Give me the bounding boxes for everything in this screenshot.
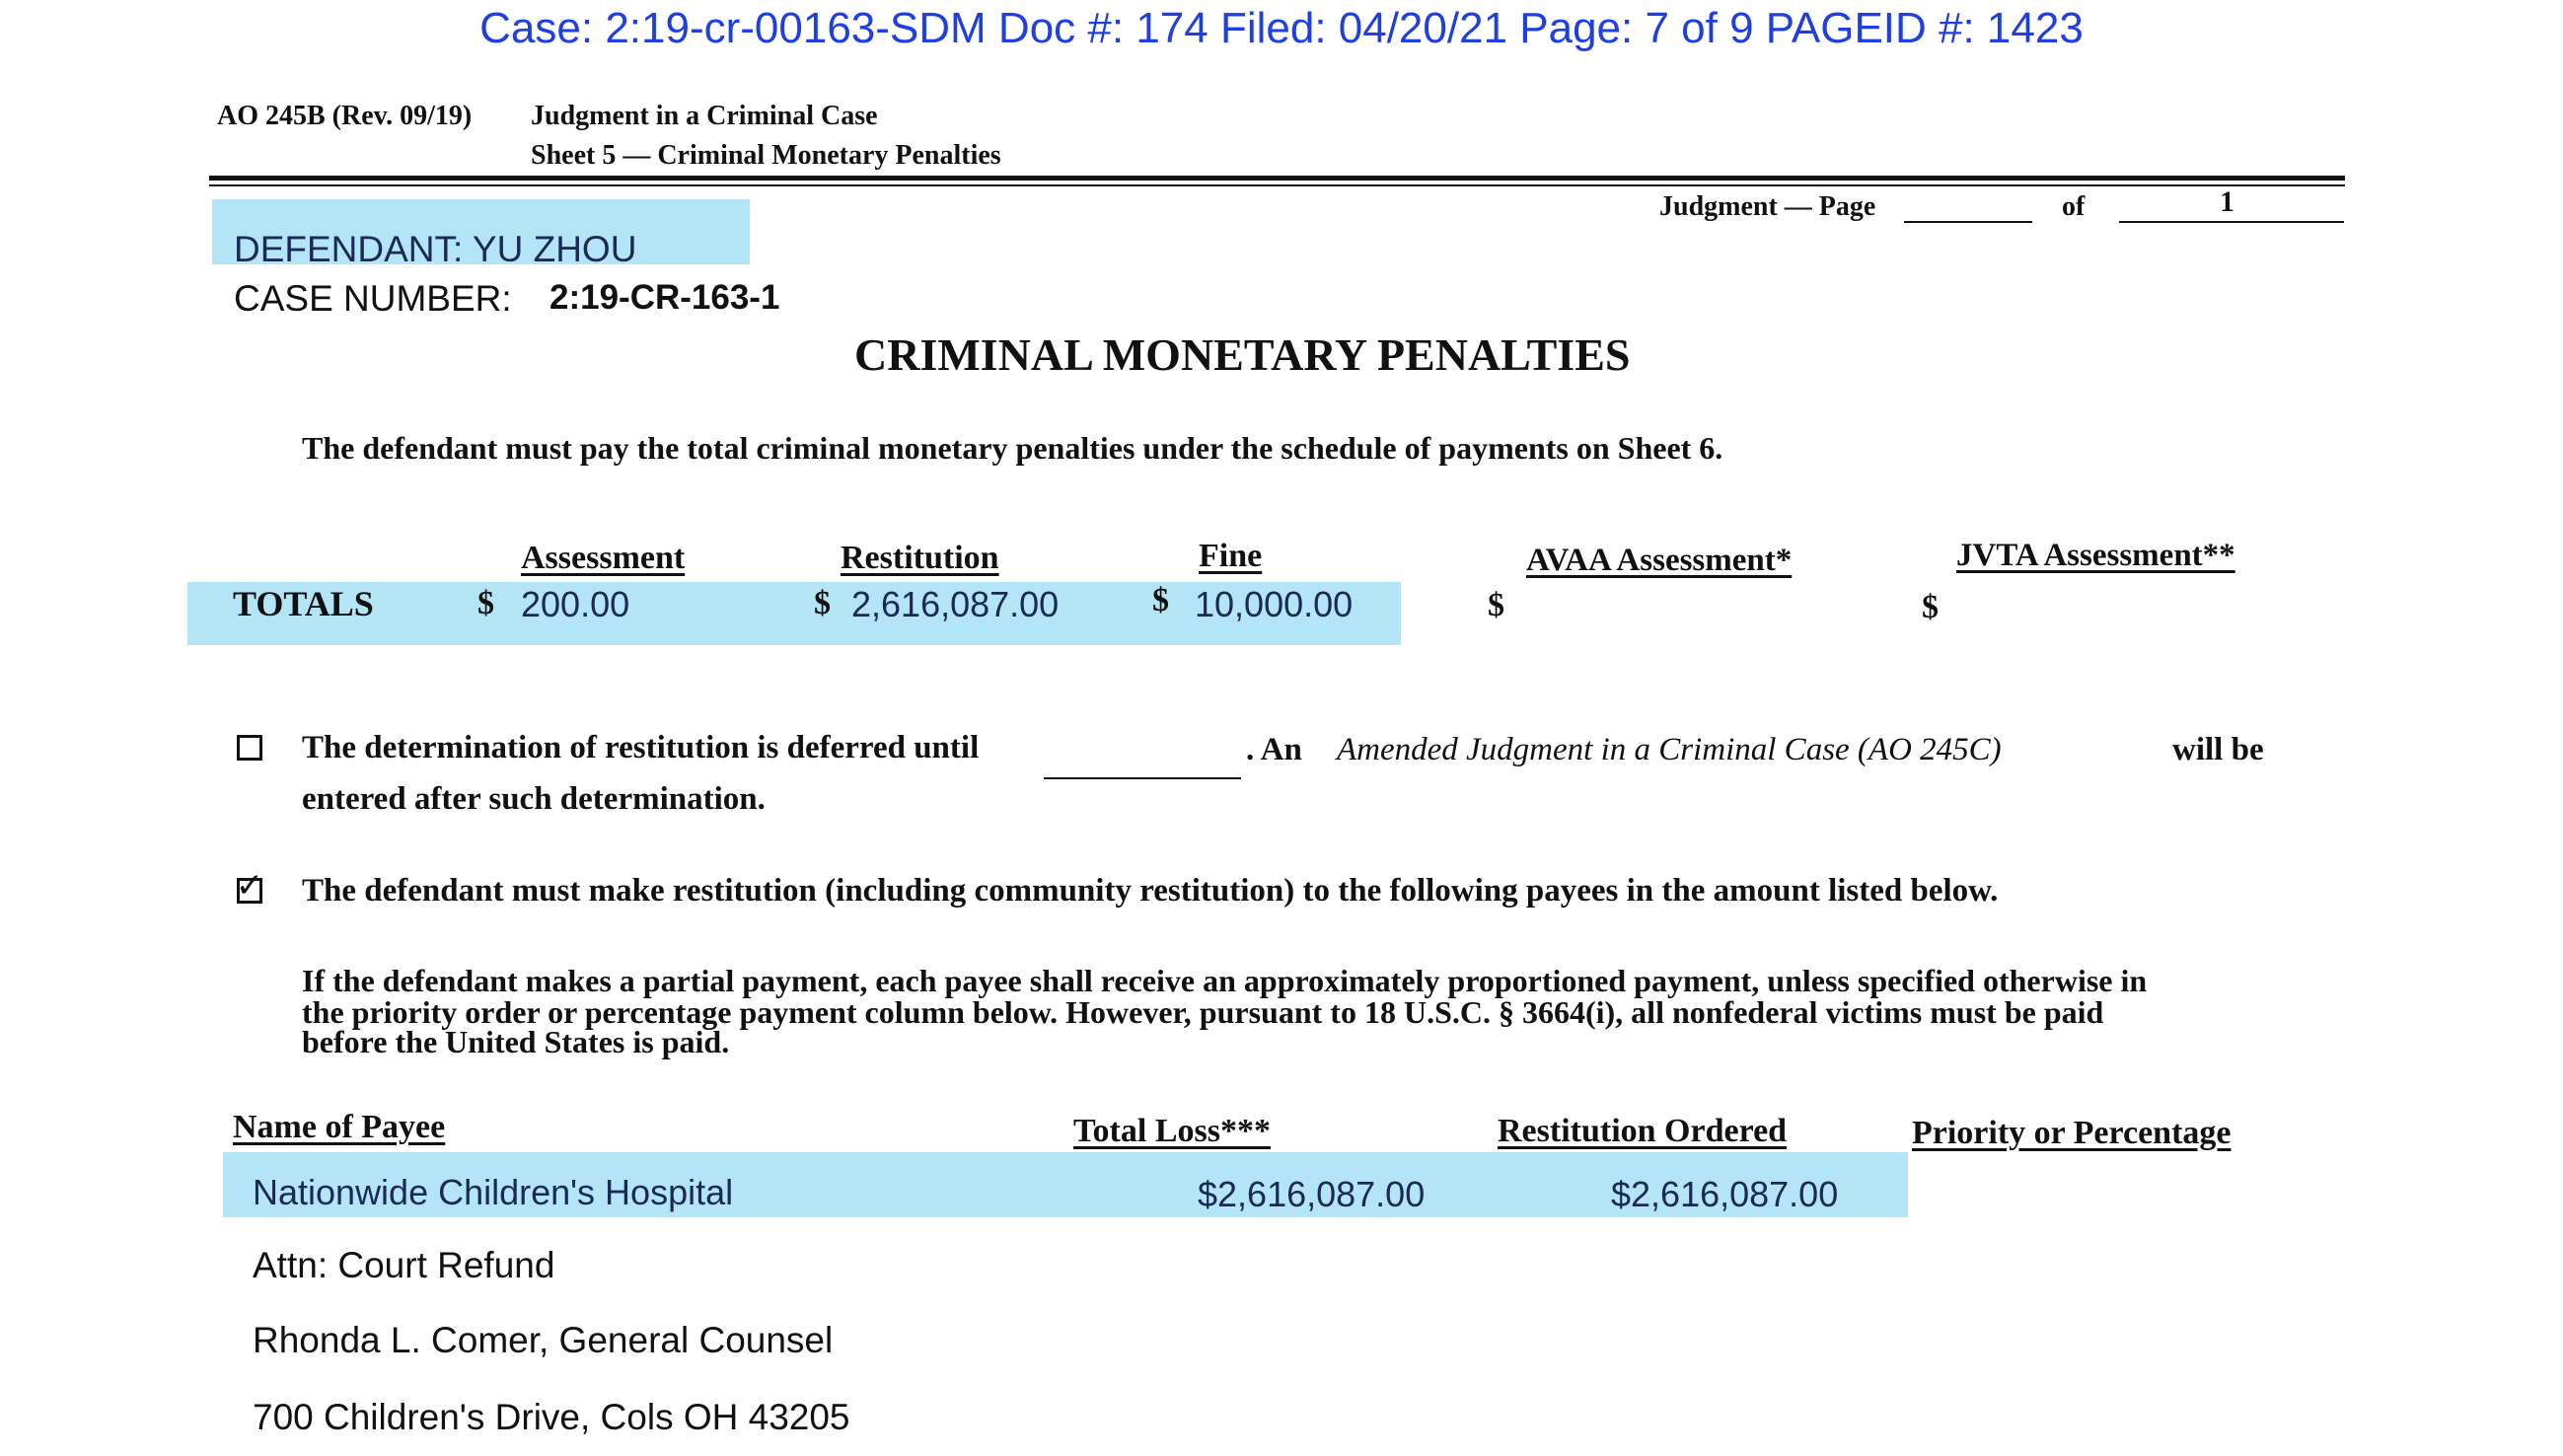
- form-id: AO 245B (Rev. 09/19): [217, 101, 473, 131]
- restitution-header: Restitution: [841, 540, 999, 576]
- restitution-value: 2,616,087.00: [851, 584, 1060, 624]
- sheet-title: Sheet 5 — Criminal Monetary Penalties: [531, 140, 1001, 171]
- restitution-checkmark-icon: ✓: [235, 866, 264, 906]
- partial-payment-line-2: the priority order or percentage payment column below. However, pursuant to 18 U.S.C. § 3664(i), all nonfederal victims must be paid: [302, 994, 2104, 1030]
- header-rule-thin: [209, 184, 2345, 186]
- case-number: 2:19-CR-163-1: [549, 278, 780, 317]
- table-row-total-loss: $2,616,087.00: [1198, 1174, 1426, 1214]
- deferral-text-suffix: will be: [2172, 732, 2264, 767]
- priority-header: Priority or Percentage: [1912, 1115, 2232, 1151]
- jvta-currency: $: [1922, 589, 1939, 625]
- restitution-ordered-header: Restitution Ordered: [1498, 1113, 1788, 1149]
- payee-address-line-3: 700 Children's Drive, Cols OH 43205: [253, 1397, 850, 1437]
- table-row-restitution: $2,616,087.00: [1611, 1174, 1839, 1214]
- page-number-blank: [1904, 221, 2032, 223]
- page-total-blank: [2119, 221, 2344, 223]
- judgment-page-label: Judgment — Page: [1659, 191, 1876, 222]
- deferral-date-blank: [1044, 777, 1241, 779]
- payee-name-header: Name of Payee: [233, 1109, 446, 1145]
- partial-payment-line-1: If the defendant makes a partial payment, each payee shall receive an approximately proportioned payment, unless specified otherwise in: [302, 963, 2148, 998]
- deferral-checkbox[interactable]: [237, 735, 262, 761]
- fine-header: Fine: [1199, 538, 1263, 574]
- page-of-label: of: [2062, 191, 2086, 222]
- filing-stamp: Case: 2:19-cr-00163-SDM Doc #: 174 Filed: 04/20/21 Page: 7 of 9 PAGEID #: 1423: [479, 4, 2084, 52]
- jvta-header: JVTA Assessment**: [1956, 538, 2235, 573]
- intro-text: The defendant must pay the total criminal monetary penalties under the schedule of payments on Sheet 6.: [302, 430, 1723, 466]
- assessment-header: Assessment: [521, 540, 686, 576]
- deferral-text-line2: entered after such determination.: [302, 781, 766, 817]
- restitution-checkbox[interactable]: [235, 866, 264, 906]
- avaa-currency: $: [1488, 587, 1504, 623]
- page-title: CRIMINAL MONETARY PENALTIES: [854, 329, 1631, 380]
- table-row-payee-name: Nationwide Children's Hospital: [253, 1172, 734, 1212]
- restitution-currency: $: [814, 585, 831, 621]
- assessment-currency: $: [477, 585, 494, 621]
- totals-label: TOTALS: [233, 584, 374, 623]
- header-rule-thick: [209, 176, 2345, 181]
- fine-value: 10,000.00: [1195, 584, 1354, 624]
- payee-address-line-2: Rhonda L. Comer, General Counsel: [253, 1320, 834, 1360]
- total-loss-header: Total Loss***: [1073, 1113, 1271, 1149]
- restitution-order-text: The defendant must make restitution (including community restitution) to the following payees in the amount listed below.: [302, 873, 1999, 909]
- partial-payment-line-3: before the United States is paid.: [302, 1024, 730, 1059]
- page-total: 1: [2220, 185, 2234, 218]
- assessment-value: 200.00: [521, 584, 630, 624]
- avaa-header: AVAA Assessment*: [1526, 543, 1793, 578]
- fine-currency: $: [1152, 582, 1169, 619]
- deferral-text-after: . An: [1246, 732, 1302, 767]
- deferral-text: The determination of restitution is deferred until: [302, 730, 980, 765]
- payee-address-line-1: Attn: Court Refund: [253, 1245, 555, 1285]
- case-number-label: CASE NUMBER:: [234, 278, 512, 319]
- amended-judgment-title: Amended Judgment in a Criminal Case (AO 245C): [1337, 732, 2002, 767]
- defendant-name: DEFENDANT: YU ZHOU: [234, 229, 637, 269]
- form-title: Judgment in a Criminal Case: [531, 101, 878, 131]
